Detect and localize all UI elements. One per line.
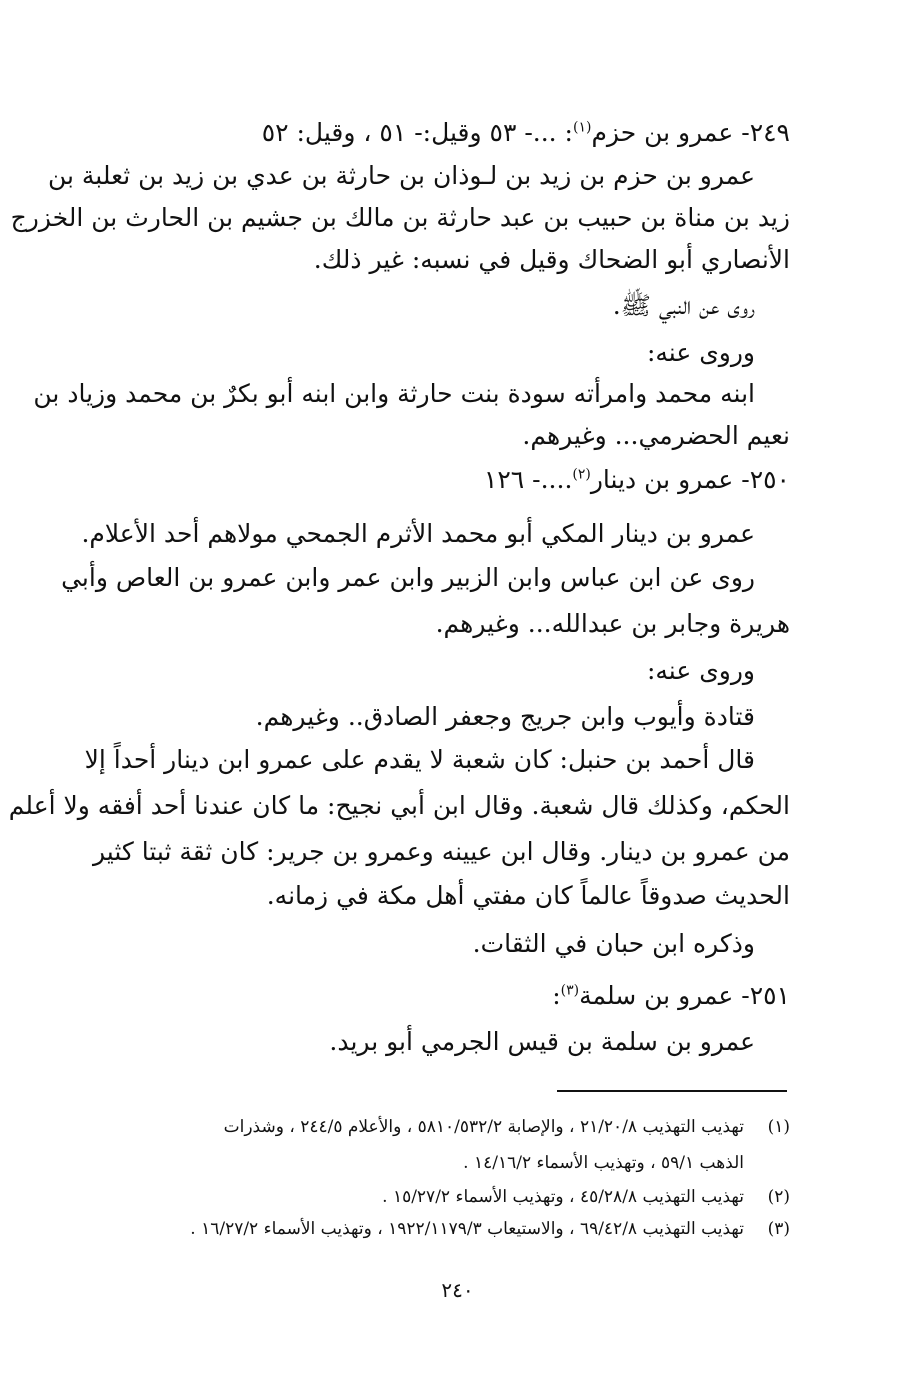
narrators-line: ابنه محمد وامرأته سودة بنت حارثة وابن ابنه أبو بكرٌ بن محمد وزياد بن bbox=[33, 379, 755, 408]
page-number: ٢٤٠ bbox=[441, 1278, 474, 1302]
thiqat-note: وذكره ابن حبان في الثقات. bbox=[472, 929, 755, 958]
footnote-text: تهذيب التهذيب ٤٥/٢٨/٨ ، وتهذيب الأسماء ١٥/٢٧/٢ . bbox=[382, 1187, 744, 1207]
statement-line: قال أحمد بن حنبل: كان شعبة لا يقدم على عمرو ابن دينار أحداً إلا bbox=[84, 745, 755, 774]
entry-heading-text: ٢٥٠- عمرو بن دينار bbox=[590, 465, 790, 494]
footnote-2 bbox=[100, 1182, 790, 1212]
narrated-from-line: هريرة وجابر بن عبدالله... وغيرهم. bbox=[435, 609, 790, 638]
narrated-by-label: وروى عنه: bbox=[646, 656, 755, 685]
entry-dates: ....- ١٢٦ bbox=[483, 465, 573, 494]
narrators-line: نعيم الحضرمي... وغيرهم. bbox=[522, 421, 790, 450]
footnote-ref[interactable]: (٢) bbox=[572, 466, 591, 483]
statement-line: الحديث صدوقاً عالماً كان مفتي أهل مكة في زمانه. bbox=[266, 881, 790, 910]
entry-250-heading bbox=[120, 460, 790, 500]
footnote-separator bbox=[557, 1090, 787, 1092]
footnote-number: (٣) bbox=[767, 1219, 790, 1239]
narrated-by-label: وروى عنه: bbox=[646, 338, 755, 367]
nasab-line: عمرو بن دينار المكي أبو محمد الأثرم الجمحي مولاهم أحد الأعلام. bbox=[81, 519, 755, 548]
footnote-ref[interactable]: (١) bbox=[572, 119, 592, 136]
narrated-from: روى عن النبي ﷺ. bbox=[612, 291, 755, 320]
footnote-number: (١) bbox=[767, 1117, 790, 1137]
footnote-1 bbox=[100, 1112, 790, 1142]
nasab-line: الأنصاري أبو الضحاك وقيل في نسبه: غير ذلك. bbox=[313, 245, 790, 274]
entry-249-heading bbox=[120, 113, 790, 153]
narrated-from-line: روى عن ابن عباس وابن الزبير وابن عمر وابن عمرو بن العاص وأبي bbox=[61, 563, 755, 592]
entry-dates: : ...- ٥٣ وقيل:- ٥١ ، وقيل: ٥٢ bbox=[261, 118, 573, 147]
footnote-ref[interactable]: (٣) bbox=[560, 982, 580, 999]
nasab-line: زيد بن مناة بن حبيب بن عبد حارثة بن مالك بن جشيم بن الحارث بن الخزرج bbox=[10, 203, 790, 232]
footnote-1-continued: الذهب ٥٩/١ ، وتهذيب الأسماء ١٤/١٦/٢ . bbox=[463, 1153, 744, 1173]
entry-heading-text: ٢٤٩- عمرو بن حزم bbox=[591, 118, 790, 147]
footnote-3 bbox=[100, 1214, 790, 1244]
nasab-line: عمرو بن سلمة بن قيس الجرمي أبو بريد. bbox=[329, 1027, 755, 1056]
nasab-line: عمرو بن حزم بن زيد بن لـوذان بن حارثة بن عدي بن زيد بن ثعلبة بن bbox=[47, 161, 755, 190]
narrators-line: قتادة وأيوب وابن جريج وجعفر الصادق.. وغيرهم. bbox=[255, 702, 755, 731]
footnote-text: تهذيب التهذيب ٢١/٢٠/٨ ، والإصابة ٥٨١٠/٥٣٢/٢ ، والأعلام ٢٤٤/٥ ، وشذرات bbox=[223, 1117, 744, 1137]
entry-251-heading bbox=[120, 976, 790, 1016]
footnote-text: تهذيب التهذيب ٦٩/٤٢/٨ ، والاستيعاب ١٩٢٢/١١٧٩/٣ ، وتهذيب الأسماء ١٦/٢٧/٢ . bbox=[190, 1219, 744, 1239]
footnote-number: (٢) bbox=[767, 1187, 790, 1207]
statement-line: الحكم، وكذلك قال شعبة. وقال ابن أبي نجيح: ما كان عندنا أحد أفقه ولا أعلم bbox=[8, 791, 790, 820]
statement-line: من عمرو بن دينار. وقال ابن عيينه وعمرو بن جرير: كان ثقة ثبتا كثير bbox=[93, 837, 790, 866]
entry-heading-text: ٢٥١- عمرو بن سلمة bbox=[579, 981, 790, 1010]
entry-dates: : bbox=[552, 981, 561, 1010]
